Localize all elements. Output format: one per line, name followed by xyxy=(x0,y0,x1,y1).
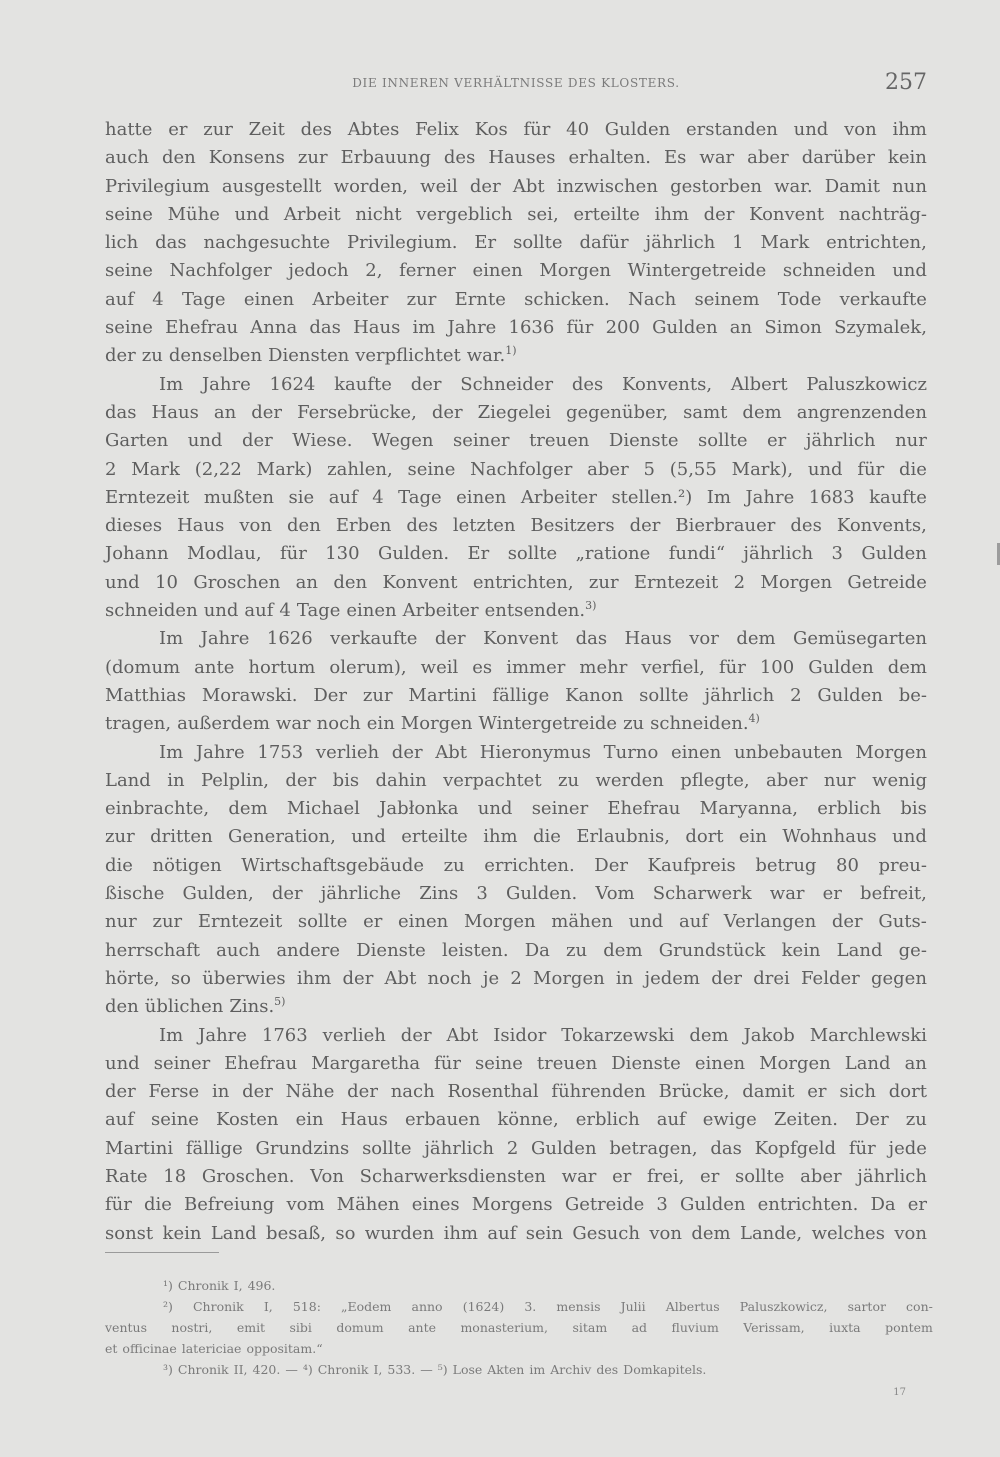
text-line: einbrachte, dem Michael Jabłonka und seiner Ehefrau Maryanna, erblich bis xyxy=(105,798,927,820)
text-line: und 10 Groschen an den Konvent entrichten, zur Erntezeit 2 Morgen Getreide xyxy=(105,571,927,593)
text-line: der zu denselben Diensten verpflichtet war.$^{1)}$ xyxy=(105,344,517,367)
text-line: Im Jahre 1753 verlieh der Abt Hieronymus Turno einen unbebauten Morgen xyxy=(159,741,927,763)
footnote-line: ³) Chronik II, 420. — ⁴) Chronik I, 533. — ⁵) Lose Akten im Archiv des Domkapitels. xyxy=(163,1362,707,1377)
text-line: Im Jahre 1624 kaufte der Schneider des Konvents, Albert Paluszkowicz xyxy=(159,373,927,395)
text-line: auf seine Kosten ein Haus erbauen könne, erblich auf ewige Zeiten. Der zu xyxy=(105,1109,927,1131)
text-line: hatte er zur Zeit des Abtes Felix Kos für 40 Gulden erstanden und von ihm xyxy=(105,119,927,140)
sheet-number: 17 xyxy=(893,1387,906,1398)
text-line: Rate 18 Groschen. Von Scharwerksdiensten war er frei, er sollte aber jährlich xyxy=(105,1165,927,1187)
page-header xyxy=(105,70,927,98)
text-line: (domum ante hortum olerum), weil es immer mehr verfiel, für 100 Gulden dem xyxy=(105,656,927,678)
text-line: Privilegium ausgestellt worden, weil der Abt inzwischen gestorben war. Damit nun xyxy=(105,175,927,197)
page-number: 257 xyxy=(885,70,927,95)
text-line: tragen, außerdem war noch ein Morgen Wintergetreide zu schneiden.$^{4)}$ xyxy=(105,712,760,735)
text-line: das Haus an der Fersebrücke, der Ziegelei gegenüber, samt dem angrenzenden xyxy=(105,401,927,423)
text-line: lich das nachgesuchte Privilegium. Er sollte dafür jährlich 1 Mark entrichten, xyxy=(105,232,927,254)
footnote-separator xyxy=(105,1252,219,1253)
text-line: den üblichen Zins.$^{5)}$ xyxy=(105,995,286,1018)
text-line: dieses Haus von den Erben des letzten Besitzers der Bierbrauer des Konvents, xyxy=(105,515,927,537)
text-line: seine Ehefrau Anna das Haus im Jahre 1636 für 200 Gulden an Simon Szymalek, xyxy=(105,317,927,339)
text-line: sonst kein Land besaß, so wurden ihm auf sein Gesuch von dem Lande, welches von xyxy=(105,1222,927,1244)
footnote-marker: 3) xyxy=(585,599,597,613)
text-line: herrschaft auch andere Dienste leisten. Da zu dem Grundstück kein Land ge- xyxy=(105,939,927,961)
footnote-marker: 5) xyxy=(274,995,286,1009)
text-line: Im Jahre 1763 verlieh der Abt Isidor Tokarzewski dem Jakob Marchlewski xyxy=(159,1024,927,1046)
text-line: Erntezeit mußten sie auf 4 Tage einen Arbeiter stellen.²) Im Jahre 1683 kaufte xyxy=(105,486,927,508)
text-line: Garten und der Wiese. Wegen seiner treuen Dienste sollte er jährlich nur xyxy=(105,430,927,452)
text-line: Martini fällige Grundzins sollte jährlich 2 Gulden betragen, das Kopfgeld für jede xyxy=(105,1137,927,1159)
footnote-marker: 4) xyxy=(748,712,760,726)
footnotes xyxy=(105,1275,933,1380)
footnote-marker: 1) xyxy=(505,344,517,358)
text-line: auf 4 Tage einen Arbeiter zur Ernte schicken. Nach seinem Tode verkaufte xyxy=(105,288,927,310)
text-line: schneiden und auf 4 Tage einen Arbeiter entsenden.$^{3)}$ xyxy=(105,599,597,622)
running-title: DIE INNEREN VERHÄLTNISSE DES KLOSTERS. xyxy=(352,76,680,90)
text-line: nur zur Erntezeit sollte er einen Morgen mähen und auf Verlangen der Guts- xyxy=(105,911,927,933)
text-line: Matthias Morawski. Der zur Martini fällige Kanon sollte jährlich 2 Gulden be- xyxy=(105,684,927,706)
footnote-line: ¹) Chronik I, 496. xyxy=(163,1278,276,1293)
text-line: der Ferse in der Nähe der nach Rosenthal führenden Brücke, damit er sich dort xyxy=(105,1081,927,1103)
text-line: 2 Mark (2,22 Mark) zahlen, seine Nachfolger aber 5 (5,55 Mark), und für die xyxy=(105,458,927,480)
text-line: Land in Pelplin, der bis dahin verpachtet zu werden pflegte, aber nur wenig xyxy=(105,769,927,791)
footnote-line: ventus nostri, emit sibi domum ante monasterium, sitam ad fluvium Verissam, iuxta pontem xyxy=(105,1320,933,1335)
footnote-line: ²) Chronik I, 518: „Eodem anno (1624) 3. mensis Julii Albertus Paluszkowicz, sartor con- xyxy=(163,1299,933,1314)
text-line: seine Mühe und Arbeit nicht vergeblich sei, erteilte ihm der Konvent nachträg- xyxy=(105,203,927,225)
text-line: zur dritten Generation, und erteilte ihm die Erlaubnis, dort ein Wohnhaus und xyxy=(105,826,927,848)
text-line: ßische Gulden, der jährliche Zins 3 Gulden. Vom Scharwerk war er befreit, xyxy=(105,883,927,905)
text-line: die nötigen Wirtschaftsgebäude zu errichten. Der Kaufpreis betrug 80 preu- xyxy=(105,854,927,876)
text-line: hörte, so überwies ihm der Abt noch je 2 Morgen in jedem der drei Felder gegen xyxy=(105,967,927,989)
text-line: seine Nachfolger jedoch 2, ferner einen Morgen Wintergetreide schneiden und xyxy=(105,260,927,282)
footnote-line: et officinae latericiae oppositam.“ xyxy=(105,1341,323,1356)
text-line: auch den Konsens zur Erbauung des Hauses erhalten. Es war aber darüber kein xyxy=(105,147,927,169)
text-line: Johann Modlau, für 130 Gulden. Er sollte „ratione fundi“ jährlich 3 Gulden xyxy=(105,543,927,565)
body-text xyxy=(105,116,927,1248)
text-line: für die Befreiung vom Mähen eines Morgens Getreide 3 Gulden entrichten. Da er xyxy=(105,1194,927,1216)
text-line: Im Jahre 1626 verkaufte der Konvent das Haus vor dem Gemüsegarten xyxy=(159,628,927,650)
text-line: und seiner Ehefrau Margaretha für seine treuen Dienste einen Morgen Land an xyxy=(105,1052,927,1074)
